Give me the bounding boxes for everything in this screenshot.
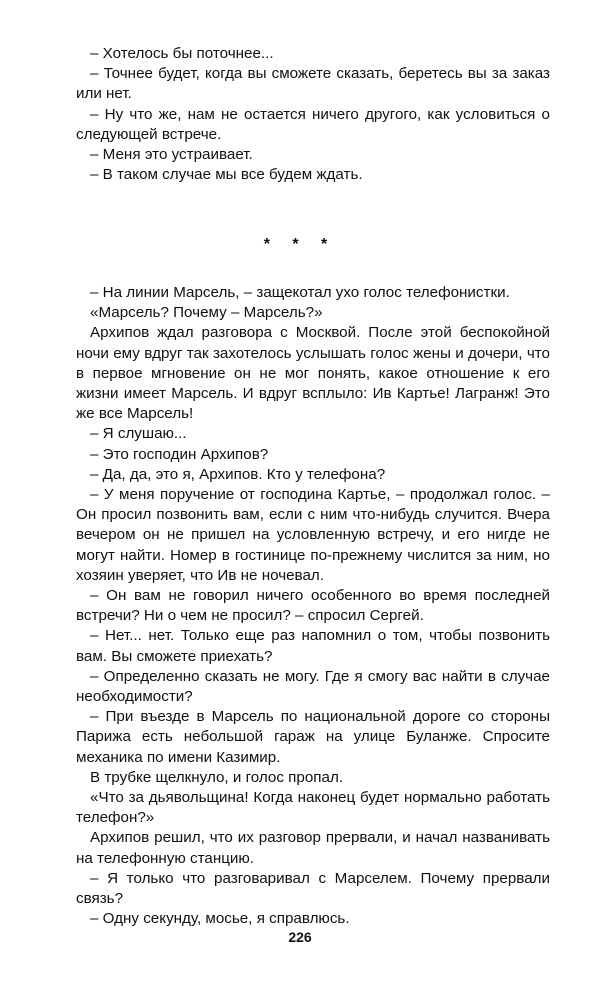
main-text — [76, 283, 550, 930]
paragraph: – Меня это устраивает. — [90, 146, 253, 164]
paragraph: – Одну секунду, мосье, я справлюсь. — [90, 910, 350, 928]
paragraph: «Марсель? Почему – Марсель?» — [90, 304, 323, 322]
paragraph: – Он вам не говорил ничего особенного во время последней встречи? Ни о чем не просил? – спросил Сергей. — [76, 587, 550, 625]
paragraph: «Что за дьявольщина! Когда наконец будет нормально работать телефон?» — [76, 789, 550, 827]
section-separator: * * * — [263, 236, 337, 253]
paragraph: Архипов решил, что их разговор прервали, и начал названивать на телефонную станцию. — [76, 829, 550, 867]
paragraph: – Ну что же, нам не остается ничего другого, как условиться о следующей встрече. — [76, 105, 550, 143]
paragraph: Архипов ждал разговора с Москвой. После этой беспокойной ночи ему вдруг так захотелось услышать голос жены и дочери, что в первое мгновение он не мог понять, какое отношение к его жизни имеет Марсель. И вдруг всплыло: Ив Картье! Лагранж! Это же все Марсель! — [76, 324, 550, 423]
paragraph: – Я только что разговаривал с Марселем. Почему прервали связь? — [76, 869, 550, 908]
dialogue-top — [76, 44, 550, 185]
paragraph: – В таком случае мы все будем ждать. — [90, 166, 363, 184]
paragraph: – Да, да, это я, Архипов. Кто у телефона? — [90, 465, 386, 483]
paragraph: В трубке щелкнуло, и голос пропал. — [90, 768, 344, 786]
paragraph: – У меня поручение от господина Картье, – продолжал голос. – Он просил позвонить вам, если с ним что-нибудь случится. Вчера вечером он не пришел на условленную встречу, и его нигде не могут найти. Номер в гостинице по-прежнему числится за ним, но хозяин уверяет, что Ив не ночевал. — [76, 486, 550, 584]
paragraph: – Хотелось бы поточнее... — [90, 45, 274, 62]
paragraph: – Точнее будет, когда вы сможете сказать, беретесь вы за заказ или нет. — [76, 65, 550, 103]
paragraph: – Определенно сказать не могу. Где я смогу вас найти в случае необходимости? — [76, 667, 550, 706]
paragraph: – На линии Марсель, – защекотал ухо голос телефонистки. — [90, 284, 510, 301]
paragraph: – Это господин Архипов? — [90, 445, 269, 463]
paragraph: – Я слушаю... — [90, 425, 187, 443]
paragraph: – Нет... нет. Только еще раз напомнил о том, чтобы позвонить вам. Вы сможете приехать? — [76, 627, 550, 665]
page-number: 226 — [288, 929, 312, 945]
paragraph: – При въезде в Марсель по национальной дороге со стороны Парижа есть небольшой гараж на улице Буланже. Спросите механика по имени Казимир. — [76, 708, 550, 766]
